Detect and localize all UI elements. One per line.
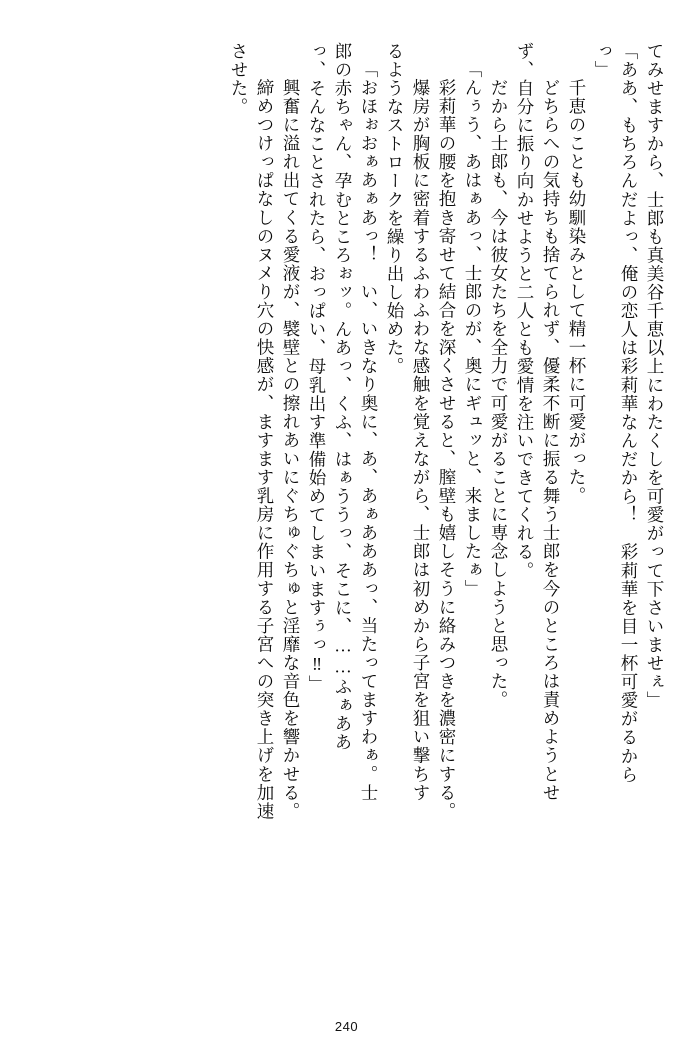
text-column: 「んぅう、あはぁあっ、士郎のが、奥にギュッと、来ましたぁ」: [463, 60, 483, 598]
text-column: ず、自分に振り向かせようと二人とも愛情を注いできてくれる。: [515, 42, 535, 580]
text-column: させた。: [229, 42, 249, 117]
text-column: てみせますから、士郎も真美谷千恵以上にわたくしを可愛がって下さいませぇ」: [645, 42, 665, 710]
text-column: 爆房が胸板に密着するふわふわな感触を覚えながら、士郎は初めから子宮を狙い撃ちす: [411, 60, 431, 802]
text-column: 彩莉華の腰を抱き寄せて結合を深くさせると、膣壁も嬉しそうに絡みつきを濃密にする。: [437, 60, 457, 821]
text-column: 千恵のことも幼馴染みとして精一杯に可愛がった。: [567, 60, 587, 506]
page-number: 240: [334, 1019, 359, 1034]
text-column: っ」: [593, 42, 613, 80]
text-column: るようなストロークを繰り出し始めた。: [385, 42, 405, 376]
text-column: だから士郎も、今は彼女たちを全力で可愛がることに専念しようと思った。: [489, 60, 509, 710]
text-column: 「おほぉおぁあぁあっ！ い、いきなり奥に、あ、あぁあああっ、当たってますわぁ。士: [359, 60, 379, 802]
text-column: っ、そんなことされたら、おっぱい、母乳出す準備始めてしまいますぅっ‼」: [307, 42, 327, 694]
text-column: 締めつけっぱなしのヌメり穴の快感が、ますます乳房に作用する子宮への突き上げを加速: [255, 60, 275, 821]
vertical-text-body: [30, 42, 663, 992]
text-column: どちらへの気持ちも捨てられず、優柔不断に振る舞う士郎を今のところは責めようとせ: [541, 60, 561, 802]
text-column: 「ああ、もちろんだよっ、俺の恋人は彩莉華なんだから！ 彩莉華を目一杯可愛がるから: [619, 42, 639, 784]
text-column: 郎の赤ちゃん、孕むところぉッ。んあっ、くふ、はぁううっ、そこに、……ふぁああ: [333, 42, 353, 752]
text-column: 興奮に溢れ出てくる愛液が、襞壁との擦れあいにぐちゅぐちゅと淫靡な音色を響かせる。: [281, 60, 301, 821]
